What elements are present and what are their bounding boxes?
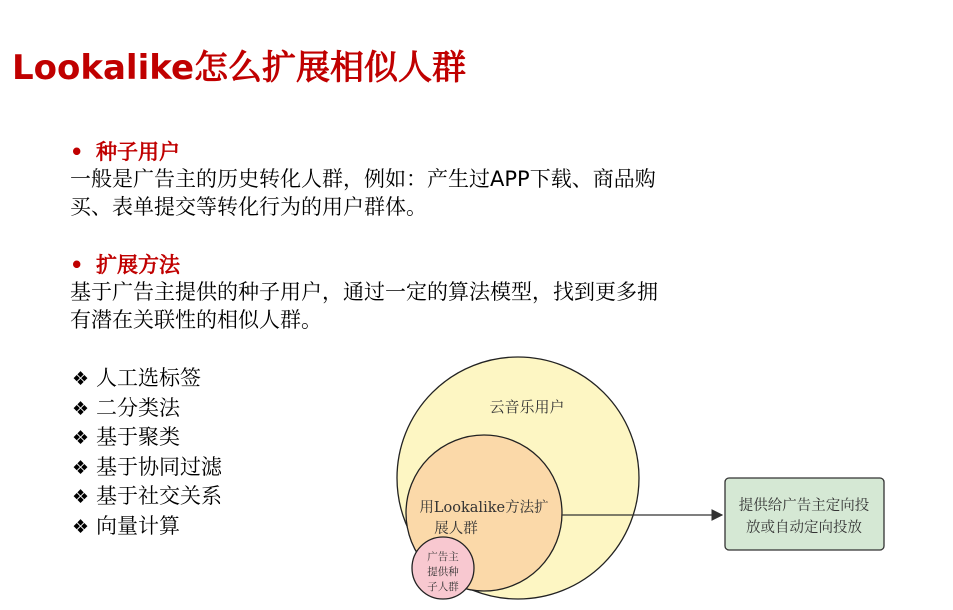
method-label: 基于社交关系 [96, 484, 222, 508]
middle-circle-label: 用Lookalike方法扩 [419, 500, 549, 516]
section-heading-label: 种子用户 [96, 140, 180, 164]
diamond-bullet-icon: ❖ [72, 456, 90, 479]
paragraph-line: 买、表单提交等转化行为的用户群体。 [70, 195, 427, 219]
paragraph-line: 有潜在关联性的相似人群。 [70, 308, 322, 332]
inner-circle-label: 子人群 [427, 581, 459, 593]
paragraph-line: 基于广告主提供的种子用户，通过一定的算法模型，找到更多拥 [70, 280, 658, 304]
page-title: Lookalike怎么扩展相似人群 [12, 48, 467, 88]
middle-circle-label: 展人群 [434, 521, 478, 537]
method-label: 二分类法 [96, 395, 180, 420]
method-label: 基于聚类 [96, 425, 180, 449]
targeted-delivery-box [725, 478, 884, 550]
section-heading-label: 扩展方法 [96, 253, 180, 277]
paragraph-line: 一般是广告主的历史转化人群，例如：产生过APP下载、商品购 [70, 167, 656, 191]
outer-circle-label: 云音乐用户 [489, 398, 565, 416]
bullet-icon: • [70, 140, 84, 164]
method-label: 向量计算 [96, 513, 180, 538]
box-label: 提供给广告主定向投 [738, 498, 870, 514]
diamond-bullet-icon: ❖ [72, 427, 90, 449]
box-label: 放或自动定向投放 [746, 520, 862, 536]
diamond-bullet-icon: ❖ [72, 397, 90, 420]
diamond-bullet-icon: ❖ [72, 486, 90, 508]
method-label: 人工选标签 [96, 366, 201, 390]
inner-circle-label: 广告主 [427, 551, 459, 563]
diamond-bullet-icon: ❖ [72, 368, 90, 390]
diamond-bullet-icon: ❖ [72, 515, 90, 538]
bullet-icon: • [70, 253, 84, 277]
inner-circle-label: 提供种 [427, 566, 459, 578]
method-label: 基于协同过滤 [96, 454, 222, 479]
